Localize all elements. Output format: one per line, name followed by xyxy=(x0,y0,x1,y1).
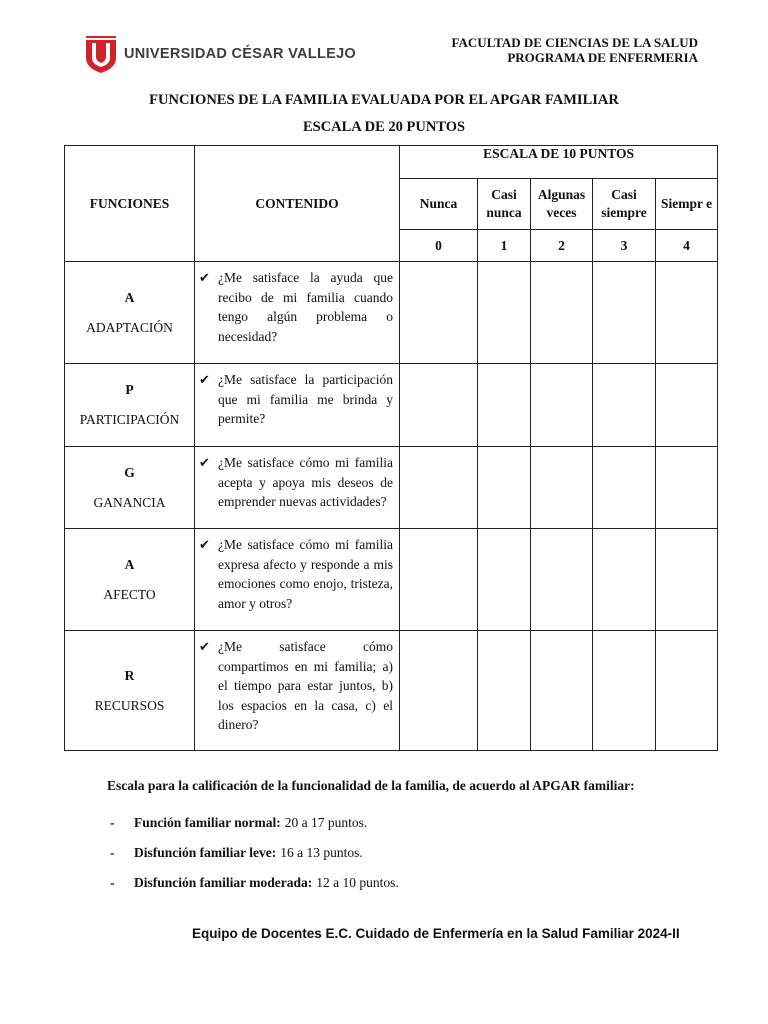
score-cell[interactable] xyxy=(400,631,478,751)
checkmark-icon: ✔ xyxy=(199,456,210,471)
score-cell[interactable] xyxy=(593,529,656,631)
points-header: 0 xyxy=(400,230,478,262)
score-cell[interactable] xyxy=(656,529,718,631)
score-cell[interactable] xyxy=(478,631,531,751)
score-cell[interactable] xyxy=(531,631,593,751)
checkmark-icon: ✔ xyxy=(199,373,210,388)
table-row xyxy=(65,364,718,447)
program-name: PROGRAMA DE ENFERMERIA xyxy=(507,50,698,65)
ucv-shield-icon xyxy=(84,34,118,74)
score-cell[interactable] xyxy=(478,262,531,364)
points-header: 3 xyxy=(593,230,656,262)
function-name: RECURSOS xyxy=(94,697,165,713)
content-cell xyxy=(195,447,400,529)
function-cell xyxy=(65,447,195,529)
function-letter: P xyxy=(125,382,134,397)
document-subtitle: ESCALA DE 20 PUNTOS xyxy=(302,119,466,135)
col-header-functions: FUNCIONES xyxy=(65,146,195,262)
list-item: - Disfunción familiar moderada: 12 a 10 puntos. xyxy=(110,875,399,905)
table-row xyxy=(65,529,718,631)
freq-header: Algunas veces xyxy=(531,179,593,230)
scale-label: Función familiar normal: xyxy=(134,815,281,830)
score-cell[interactable] xyxy=(478,529,531,631)
function-letter: A xyxy=(124,556,135,572)
question-text: ¿Me satisface cómo compartimos en mi familia; a) el tiempo para estar juntos, b) los espacios en la casa, c) el dinero? xyxy=(218,639,393,732)
content-cell xyxy=(195,631,400,751)
checkmark-icon: ✔ xyxy=(199,271,210,286)
score-cell[interactable] xyxy=(593,364,656,447)
question-text: ¿Me satisface cómo mi familia acepta y apoya mis deseos de emprender nuevas actividades? xyxy=(218,455,393,509)
checkmark-icon: ✔ xyxy=(199,640,210,655)
function-cell xyxy=(65,529,195,631)
function-cell xyxy=(65,262,195,364)
function-name: AFECTO xyxy=(103,586,156,602)
university-logo xyxy=(84,34,356,74)
list-item: - Función familiar normal: 20 a 17 puntos. xyxy=(110,815,399,845)
score-cell[interactable] xyxy=(593,447,656,529)
scale-header: ESCALA DE 10 PUNTOS xyxy=(400,146,718,179)
function-cell xyxy=(65,631,195,751)
question-text: ¿Me satisface la ayuda que recibo de mi familia cuando tengo algún problema o necesidad? xyxy=(218,270,393,344)
table-row xyxy=(65,262,718,364)
function-name: ADAPTACIÓN xyxy=(86,319,173,335)
scale-list xyxy=(110,815,399,905)
faculty-name: FACULTAD DE CIENCIAS DE LA SALUD xyxy=(451,35,698,50)
score-cell[interactable] xyxy=(531,364,593,447)
score-cell[interactable] xyxy=(593,262,656,364)
table-row xyxy=(65,631,718,751)
scale-value: 16 a 13 puntos. xyxy=(280,845,363,860)
content-cell xyxy=(195,262,400,364)
score-cell[interactable] xyxy=(478,447,531,529)
score-cell[interactable] xyxy=(593,631,656,751)
score-cell[interactable] xyxy=(400,447,478,529)
freq-header: Siempr e xyxy=(656,179,718,230)
content-cell xyxy=(195,364,400,447)
question-text: ¿Me satisface la participación que mi familia me brinda y permite? xyxy=(218,372,393,426)
score-cell[interactable] xyxy=(478,364,531,447)
content-cell xyxy=(195,529,400,631)
score-cell[interactable] xyxy=(656,447,718,529)
score-cell[interactable] xyxy=(531,447,593,529)
function-name: PARTICIPACIÓN xyxy=(79,412,180,427)
score-cell[interactable] xyxy=(531,262,593,364)
scale-label: Disfunción familiar leve: xyxy=(134,845,277,860)
faculty-header xyxy=(452,35,698,65)
score-cell[interactable] xyxy=(656,262,718,364)
freq-header: Nunca xyxy=(400,179,478,230)
score-cell[interactable] xyxy=(400,364,478,447)
col-header-content: CONTENIDO xyxy=(195,146,400,262)
question-text: ¿Me satisface cómo mi familia expresa afecto y responde a mis emociones como enojo, tristeza, amor y otros? xyxy=(218,537,393,611)
scale-value: 12 a 10 puntos. xyxy=(316,875,399,890)
scale-label: Disfunción familiar moderada: xyxy=(134,875,313,890)
score-cell[interactable] xyxy=(531,529,593,631)
freq-header: Casi nunca xyxy=(478,179,531,230)
checkmark-icon: ✔ xyxy=(199,538,210,553)
function-cell xyxy=(65,364,195,447)
apgar-table xyxy=(64,145,718,751)
points-header: 2 xyxy=(531,230,593,262)
document-title: FUNCIONES DE LA FAMILIA EVALUADA POR EL APGAR FAMILIAR xyxy=(149,92,619,108)
list-item: - Disfunción familiar leve: 16 a 13 puntos. xyxy=(110,845,399,875)
score-cell[interactable] xyxy=(400,262,478,364)
university-name: UNIVERSIDAD CÉSAR VALLEJO xyxy=(124,46,357,62)
freq-header: Casi siempre xyxy=(593,179,656,230)
function-letter: A xyxy=(124,289,135,305)
function-letter: R xyxy=(124,667,135,683)
scale-note-heading: Escala para la calificación de la funcionalidad de la familia, de acuerdo al APGAR familiar: xyxy=(107,778,635,793)
score-cell[interactable] xyxy=(656,631,718,751)
score-cell[interactable] xyxy=(656,364,718,447)
footer-text: Equipo de Docentes E.C. Cuidado de Enfermería en la Salud Familiar 2024-II xyxy=(192,926,680,941)
scale-value: 20 a 17 puntos. xyxy=(284,815,368,830)
score-cell[interactable] xyxy=(400,529,478,631)
function-letter: G xyxy=(124,464,135,480)
function-name: GANANCIA xyxy=(93,494,166,510)
points-header: 4 xyxy=(656,230,718,262)
table-row xyxy=(65,447,718,529)
points-header: 1 xyxy=(478,230,531,262)
